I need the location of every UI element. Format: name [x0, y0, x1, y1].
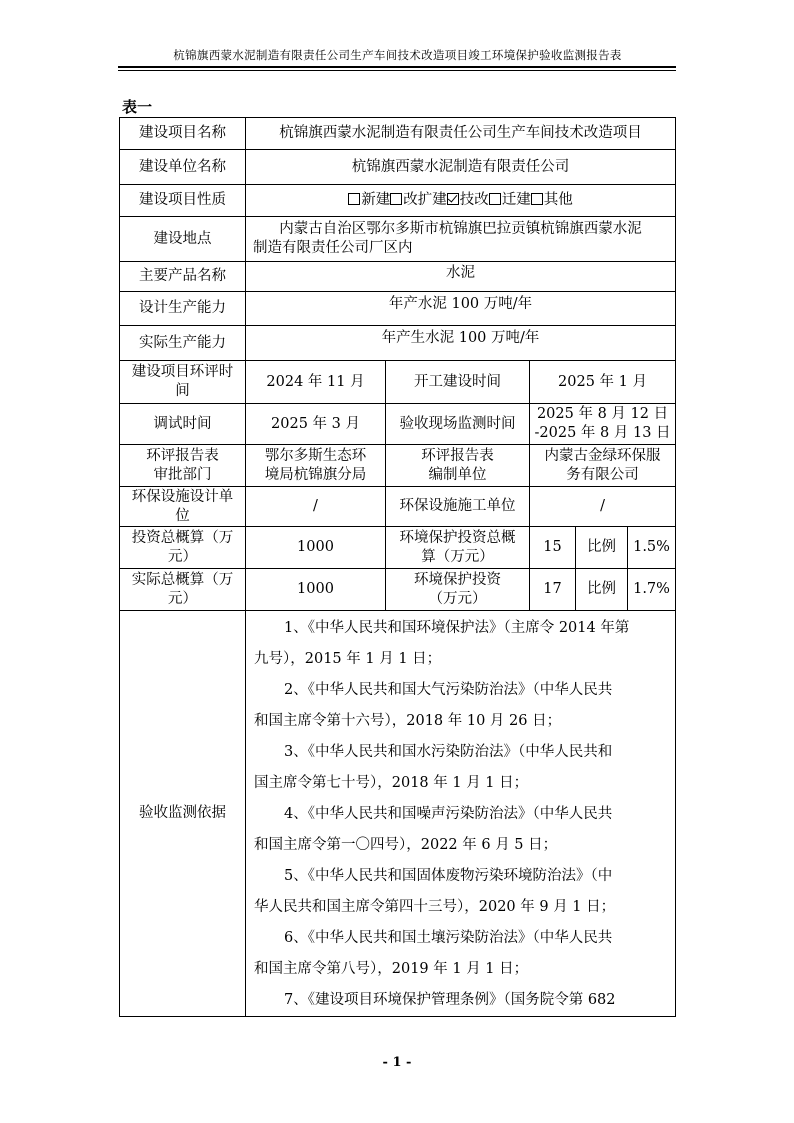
nature-option-expand[interactable]: 改扩建: [390, 192, 447, 208]
basis-list: [246, 611, 676, 1017]
row-product: [120, 262, 676, 292]
value-invest-budget: 1000: [246, 527, 386, 569]
page-number: - 1 -: [382, 1055, 412, 1070]
value-facility-design: /: [246, 487, 386, 527]
label-ratio-actual: 比例: [576, 569, 628, 611]
checkbox-icon: [531, 193, 543, 205]
label-builder: 建设单位名称: [120, 150, 246, 185]
basis-item: 6、《中华人民共和国土壤污染防治法》（中华人民共 和国主席令第八号），2019 年 1 月 1 日；: [254, 930, 613, 977]
row-approval: [120, 445, 676, 487]
label-nature: 建设项目性质: [120, 185, 246, 217]
nature-option-relocate[interactable]: 迁建: [489, 192, 531, 208]
checkbox-icon: [489, 193, 501, 205]
nature-option-other[interactable]: 其他: [531, 192, 573, 208]
label-monitor-time: 验收现场监测时间: [386, 404, 530, 445]
value-ratio-actual: 1.7%: [628, 569, 676, 611]
row-facility: [120, 487, 676, 527]
label-facility-design: 环保设施设计单 位: [120, 487, 246, 527]
value-start-time: 2025 年 1 月: [530, 361, 676, 404]
row-nature: [120, 185, 676, 217]
row-basis: [120, 611, 676, 1017]
header-rule-thick: [118, 66, 676, 68]
basis-item: 4、《中华人民共和国噪声污染防治法》（中华人民共 和国主席令第一〇四号），2022 年 6 月 5 日；: [254, 806, 613, 853]
value-invest-actual: 1000: [246, 569, 386, 611]
row-project-name: [120, 118, 676, 150]
label-env-invest-budget: 环境保护投资总概 算（万元）: [386, 527, 530, 569]
label-product: 主要产品名称: [120, 262, 246, 292]
value-debug-time: 2025 年 3 月: [246, 404, 386, 445]
label-invest-actual: 实际总概算（万 元）: [120, 569, 246, 611]
label-invest-budget: 投资总概算（万 元）: [120, 527, 246, 569]
label-project-name: 建设项目名称: [120, 118, 246, 150]
label-approval-dept: 环评报告表 审批部门: [120, 445, 246, 487]
nature-options: [246, 185, 676, 217]
label-design-capacity: 设计生产能力: [120, 292, 246, 326]
basis-item: 2、《中华人民共和国大气污染防治法》（中华人民共 和国主席令第十六号），2018 年 10 月 26 日；: [254, 682, 613, 729]
label-eia-time: 建设项目环评时 间: [120, 361, 246, 404]
basis-item: 7、《建设项目环境保护管理条例》（国务院令第 682: [284, 992, 616, 1008]
running-header: 杭锦旗西蒙水泥制造有限责任公司生产车间技术改造项目竣工环境保护验收监测报告表: [173, 48, 622, 62]
row-invest-actual: [120, 569, 676, 611]
value-ratio-budget: 1.5%: [628, 527, 676, 569]
header-rule-thin: [118, 70, 676, 71]
label-debug-time: 调试时间: [120, 404, 246, 445]
label-ratio-budget: 比例: [576, 527, 628, 569]
row-location: [120, 217, 676, 262]
value-facility-build: /: [530, 487, 676, 527]
row-builder: [120, 150, 676, 185]
table-label: 表一: [122, 98, 153, 116]
nature-option-upgrade[interactable]: 技改: [447, 192, 489, 208]
value-report-author: 内蒙古金绿环保服 务有限公司: [530, 445, 676, 487]
value-env-invest-budget: 15: [530, 527, 576, 569]
row-debug-time: [120, 404, 676, 445]
label-env-invest-actual: 环境保护投资 （万元）: [386, 569, 530, 611]
label-actual-capacity: 实际生产能力: [120, 326, 246, 361]
row-eia-time: [120, 361, 676, 404]
label-facility-build: 环保设施施工单位: [386, 487, 530, 527]
value-location: 内蒙古自治区鄂尔多斯市杭锦旗巴拉贡镇杭锦旗西蒙水泥 制造有限责任公司厂区内: [246, 217, 676, 262]
row-actual-capacity: [120, 326, 676, 361]
value-eia-time: 2024 年 11 月: [246, 361, 386, 404]
value-monitor-time: 2025 年 8 月 12 日 -2025 年 8 月 13 日: [530, 404, 676, 445]
checkbox-checked-icon: [447, 193, 459, 205]
project-info-table: [119, 117, 676, 1017]
value-design-capacity: 年产水泥 100 万吨/年: [246, 292, 676, 326]
checkbox-icon: [390, 193, 402, 205]
value-product: 水泥: [246, 262, 676, 292]
label-report-author: 环评报告表 编制单位: [386, 445, 530, 487]
row-invest-budget: [120, 527, 676, 569]
label-basis: 验收监测依据: [120, 611, 246, 1017]
nature-option-new[interactable]: 新建: [348, 192, 390, 208]
value-project-name: 杭锦旗西蒙水泥制造有限责任公司生产车间技术改造项目: [246, 118, 676, 150]
label-start-time: 开工建设时间: [386, 361, 530, 404]
basis-item: 3、《中华人民共和国水污染防治法》（中华人民共和 国主席令第七十号），2018 年 1 月 1 日；: [254, 744, 613, 791]
value-env-invest-actual: 17: [530, 569, 576, 611]
row-design-capacity: [120, 292, 676, 326]
basis-item: 1、《中华人民共和国环境保护法》（主席令 2014 年第 九号），2015 年 1 月 1 日；: [254, 620, 630, 667]
label-location: 建设地点: [120, 217, 246, 262]
value-builder: 杭锦旗西蒙水泥制造有限责任公司: [246, 150, 676, 185]
value-approval-dept: 鄂尔多斯生态环 境局杭锦旗分局: [246, 445, 386, 487]
checkbox-icon: [348, 193, 360, 205]
basis-item: 5、《中华人民共和国固体废物污染环境防治法》（中 华人民共和国主席令第四十三号），2020 年 9 月 1 日；: [254, 868, 616, 915]
value-actual-capacity: 年产生水泥 100 万吨/年: [246, 326, 676, 361]
